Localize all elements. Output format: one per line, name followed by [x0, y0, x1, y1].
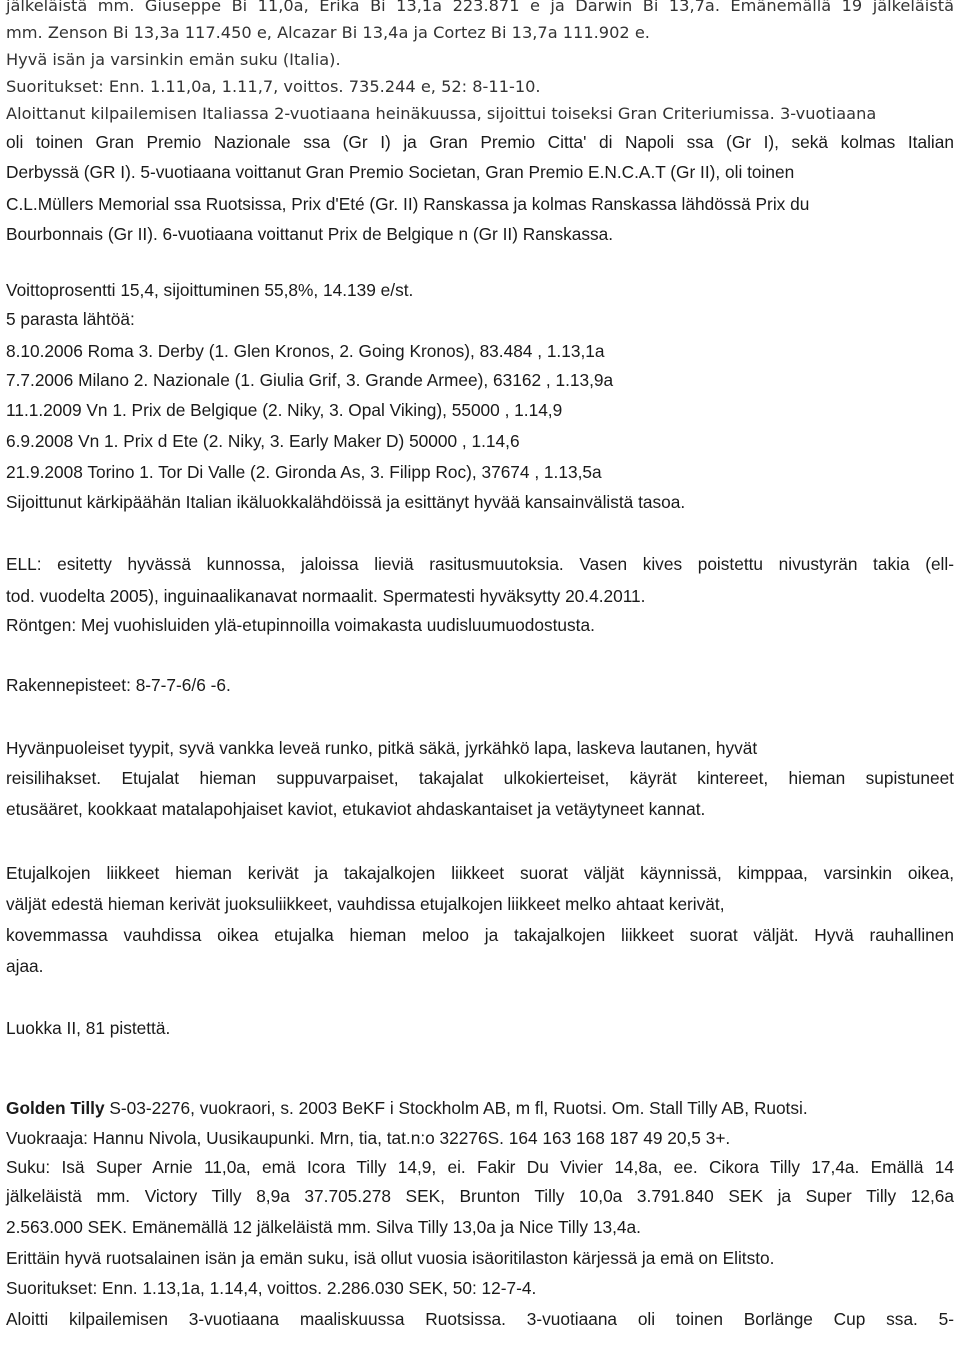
conformation-line: etusääret, kookkaat matalapohjaiset kaviot, etukaviot ahdaskantaiset ja vetäytyneet kannat. [6, 799, 706, 819]
horse-info-line: Suku: Isä Super Arnie 11,0a, emä Icora Tilly 14,9, ei. Fakir Du Vivier 14,8a, ee. Cikora Tilly 17,4a. Emällä 14 [6, 1157, 954, 1177]
summary-line: Sijoittunut kärkipäähän Italian ikäluokkalähdöissä ja esittänyt hyvää kansainvälistä tasoa. [6, 492, 686, 512]
text-line: Derbyssä (GR I). 5-vuotiaana voittanut Gran Premio Societan, Gran Premio E.N.C.A.T (Gr II), oli toinen [6, 162, 795, 182]
movement-line: Etujalkojen liikkeet hieman kerivät ja takajalkojen liikkeet suorat väljät käynnissä, kimppaa, varsinkin oikea, [6, 863, 954, 883]
movement-line: väljät edestä hieman kerivät juoksuliikkeet, vauhdissa etujalkojen liikkeet melko ahtaat kerivät, [6, 894, 725, 914]
text-line: oli toinen Gran Premio Nazionale ssa (Gr I) ja Gran Premio Citta' di Napoli ssa (Gr I), sekä kolmas Italian [6, 132, 954, 152]
horse-info-line: 2.563.000 SEK. Emänemällä 12 jälkeläistä mm. Silva Tilly 13,0a ja Nice Tilly 13,4a. [6, 1217, 641, 1237]
horse-info-line: jälkeläistä mm. Victory Tilly 8,9a 37.705.278 SEK, Brunton Tilly 10,0a 3.791.840 SEK ja Super Tilly 12,6a [6, 1186, 954, 1206]
text-line: C.L.Müllers Memorial ssa Ruotsissa, Prix d'Eté (Gr. II) Ranskassa ja kolmas Ranskassa lähdössä Prix du [6, 194, 810, 214]
horse-info-line: Suoritukset: Enn. 1.13,1a, 1.14,4, voittos. 2.286.030 SEK, 50: 12-7-4. [6, 1278, 537, 1298]
text-line: Aloittanut kilpailemisen Italiassa 2-vuotiaana heinäkuussa, sijoittui toiseksi Gran Criteriumissa. 3-vuotiaana [6, 104, 877, 123]
best-races-title: 5 parasta lähtöä: [6, 309, 135, 329]
xray-line: Röntgen: Mej vuohisluiden ylä-etupinnoilla voimakasta uudisluumuodostusta. [6, 615, 595, 635]
movement-line: kovemmassa vauhdissa oikea etujalka hieman meloo ja takajalkojen liikkeet suorat väljät. Hyvä rauhallinen [6, 925, 954, 945]
text-line: Bourbonnais (Gr II). 6-vuotiaana voittanut Prix de Belgique n (Gr II) Ranskassa. [6, 224, 614, 244]
vet-line: tod. vuodelta 2005), inguinaalikanavat normaalit. Spermatesti hyväksytty 20.4.2011. [6, 586, 646, 606]
text-line: jälkeläistä mm. Giuseppe Bi 11,0a, Erika Bi 13,1a 223.871 e ja Darwin Bi 13,7a. Emänemällä 19 jälkeläistä [6, 0, 954, 15]
structure-points-line: Rakennepisteet: 8-7-7-6/6 -6. [6, 675, 231, 695]
horse-header-line [6, 1096, 808, 1120]
class-line: Luokka II, 81 pistettä. [6, 1018, 171, 1038]
horse-header-details: S-03-2276, vuokraori, s. 2003 BeKF i Stockholm AB, m fl, Ruotsi. Om. Stall Tilly AB, Ruotsi. [104, 1098, 808, 1118]
horse-info-line: Vuokraaja: Hannu Nivola, Uusikaupunki. Mrn, tia, tat.n:o 32276S. 164 163 168 187 49 20,5 3+. [6, 1128, 731, 1148]
text-line: Hyvä isän ja varsinkin emän suku (Italia). [6, 50, 341, 69]
race-line: 21.9.2008 Torino 1. Tor Di Valle (2. Gironda As, 3. Filipp Roc), 37674 , 1.13,5a [6, 462, 602, 482]
race-line: 6.9.2008 Vn 1. Prix d Ete (2. Niky, 3. Early Maker D) 50000 , 1.14,6 [6, 431, 520, 451]
win-percentage-line: Voittoprosentti 15,4, sijoittuminen 55,8%, 14.139 e/st. [6, 280, 414, 300]
race-line: 8.10.2006 Roma 3. Derby (1. Glen Kronos, 2. Going Kronos), 83.484 , 1.13,1a [6, 341, 605, 361]
horse-name: Golden Tilly [6, 1098, 105, 1118]
text-line: mm. Zenson Bi 13,3a 117.450 e, Alcazar Bi 13,4a ja Cortez Bi 13,7a 111.902 e. [6, 23, 650, 42]
race-line: 7.7.2006 Milano 2. Nazionale (1. Giulia Grif, 3. Grande Armee), 63162 , 1.13,9a [6, 370, 614, 390]
horse-info-line: Aloitti kilpailemisen 3-vuotiaana maaliskuussa Ruotsissa. 3-vuotiaana oli toinen Borlänge Cup ssa. 5- [6, 1309, 954, 1329]
horse-info-line: Erittäin hyvä ruotsalainen isän ja emän suku, isä ollut vuosia isäoritilaston kärjessä ja emä on Elitsto. [6, 1248, 775, 1268]
text-line: Suoritukset: Enn. 1.11,0a, 1.11,7, voittos. 735.244 e, 52: 8-11-10. [6, 77, 541, 96]
race-line: 11.1.2009 Vn 1. Prix de Belgique (2. Niky, 3. Opal Viking), 55000 , 1.14,9 [6, 400, 563, 420]
conformation-line: Hyvänpuoleiset tyypit, syvä vankka leveä runko, pitkä säkä, jyrkähkö lapa, laskeva lautanen, hyvät [6, 738, 758, 758]
vet-line: ELL: esitetty hyvässä kunnossa, jaloissa lieviä rasitusmuutoksia. Vasen kives poistettu nivustyrän takia (ell- [6, 554, 954, 574]
movement-line: ajaa. [6, 956, 44, 976]
conformation-line: reisilihakset. Etujalat hieman suppuvarpaiset, takajalat ulkokierteiset, käyrät kintereet, hieman supistuneet [6, 768, 954, 788]
